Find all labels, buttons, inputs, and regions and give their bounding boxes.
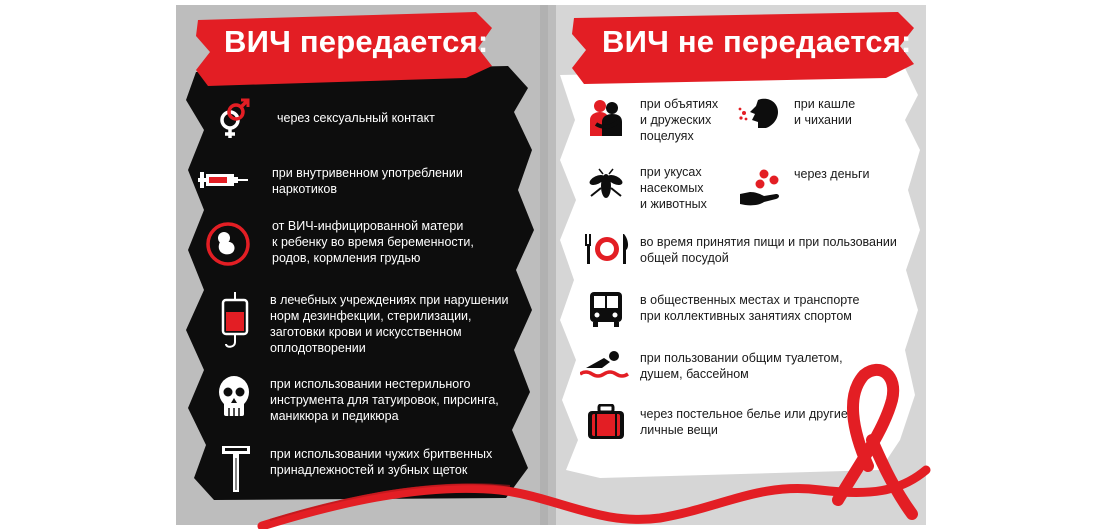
hug-icon — [588, 98, 624, 136]
blood-bag-icon — [220, 292, 250, 350]
left-item-text: от ВИЧ-инфицированной матери к ребенку во время беременности, родов, кормления грудью — [272, 219, 474, 265]
right-item-text: при кашле и чихании — [794, 97, 856, 127]
money-hand-icon — [738, 168, 786, 208]
left-item-text: через сексуальный контакт — [277, 111, 435, 125]
syringe-icon — [198, 168, 248, 192]
right-title: ВИЧ не передается: — [602, 24, 912, 59]
left-item-text: при внутривенном употреблении наркотиков — [272, 166, 463, 196]
gender-icon — [216, 98, 252, 140]
right-item-text: во время принятия пищи и при пользовании общей посудой — [640, 235, 897, 265]
cough-icon — [738, 96, 780, 130]
right-item-text: через постельное белье или другие личные вещи — [640, 407, 848, 437]
insect-icon — [588, 168, 624, 202]
swimmer-icon — [580, 350, 630, 380]
left-item-text: при использовании чужих бритвенных принадлежностей и зубных щеток — [270, 447, 493, 477]
left-item-text: в лечебных учреждениях при нарушении норм дезинфекции, стерилизации, заготовки крови и искусственном оплодотворении — [270, 293, 509, 355]
cutlery-icon — [584, 232, 630, 264]
bus-icon — [588, 290, 624, 328]
suitcase-icon — [586, 404, 626, 440]
left-item-text: при использовании нестерильного инструмента для татуировок, пирсинга, маникюра и педикюра — [270, 377, 499, 423]
right-item-text: при пользовании общим туалетом, душем, бассейном — [640, 351, 843, 381]
left-title: ВИЧ передается: — [224, 24, 489, 59]
right-item-text: через деньги — [794, 167, 870, 181]
razor-icon — [220, 444, 252, 494]
right-item-text: при объятиях и дружеских поцелуях — [640, 97, 719, 143]
skull-icon — [216, 374, 252, 420]
fetus-icon — [206, 222, 250, 266]
right-item-text: в общественных местах и транспорте при коллективных занятиях спортом — [640, 293, 860, 323]
right-item-text: при укусах насекомых и животных — [640, 165, 707, 211]
